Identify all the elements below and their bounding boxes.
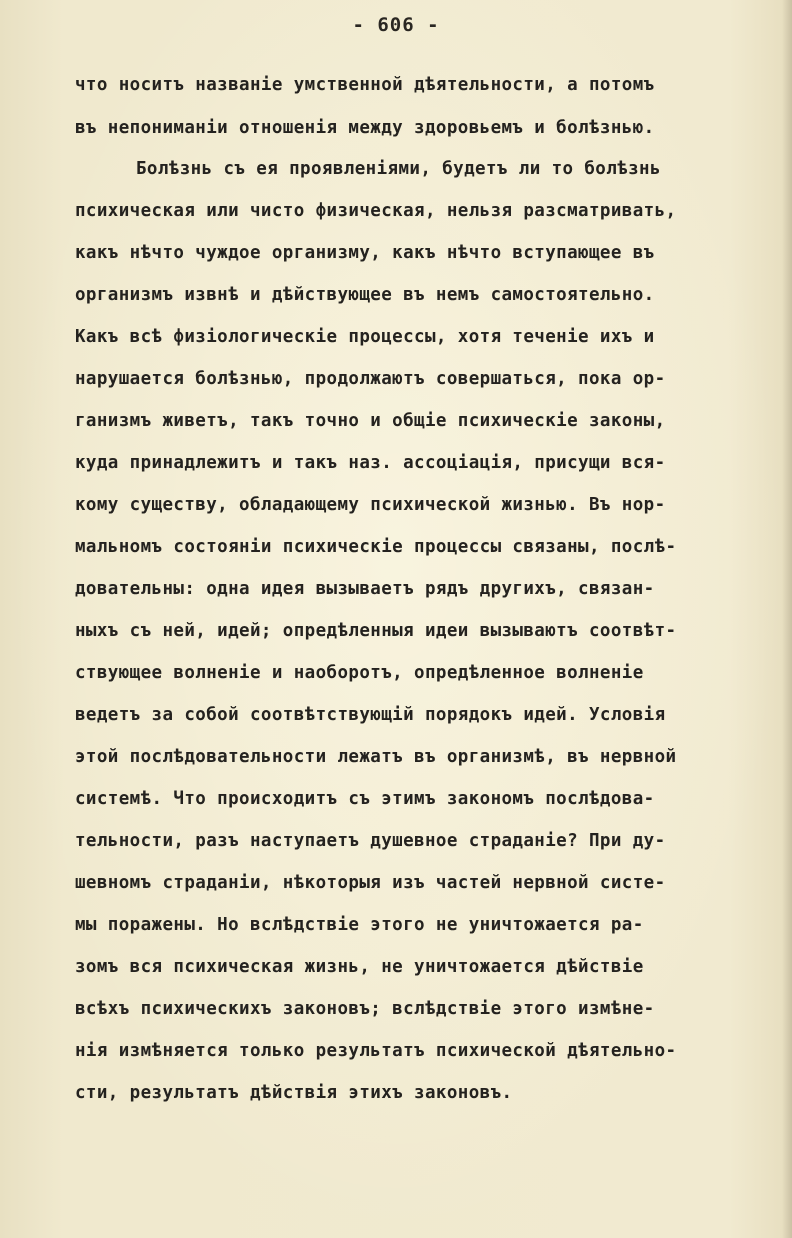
text-line: сти, результатъ дѣйствія этихъ законовъ. — [75, 1083, 513, 1103]
text-line: психическая или чисто физическая, нельзя разсматривать, — [75, 201, 677, 221]
text-line: тельности, разъ наступаетъ душевное страданіе? При ду- — [75, 831, 666, 851]
text-line: зомъ вся психическая жизнь, не уничтожается дѣйствіе — [75, 957, 644, 977]
text-line: этой послѣдовательности лежатъ въ организмѣ, въ нервной — [75, 747, 677, 767]
text-line: шевномъ страданіи, нѣкоторыя изъ частей нервной систе- — [75, 873, 666, 893]
text-line: что носитъ названіе умственной дѣятельности, а потомъ — [75, 75, 655, 95]
text-line: куда принадлежитъ и такъ наз. ассоціація, присущи вся- — [75, 453, 666, 473]
text-line: ныхъ съ ней, идей; опредѣленныя идеи вызываютъ соотвѣт- — [75, 621, 677, 641]
text-line: ганизмъ живетъ, такъ точно и общіе психическіе законы, — [75, 411, 666, 431]
text-line: нія измѣняется только результатъ психической дѣятельно- — [75, 1041, 677, 1061]
text-line: мальномъ состояніи психическіе процессы связаны, послѣ- — [75, 537, 677, 557]
text-line: Какъ всѣ физіологическіе процессы, хотя теченіе ихъ и — [75, 327, 655, 347]
text-line: въ непониманіи отношенія между здоровьемъ и болѣзнью. — [75, 118, 655, 138]
page-edge-shadow — [782, 0, 792, 1238]
text-line: нарушается болѣзнью, продолжаютъ совершаться, пока ор- — [75, 369, 666, 389]
text-line: какъ нѣчто чуждое организму, какъ нѣчто вступающее въ — [75, 243, 655, 263]
text-line: всѣхъ психическихъ законовъ; вслѣдствіе этого измѣне- — [75, 999, 655, 1019]
text-line: ствующее волненіе и наоборотъ, опредѣленное волненіе — [75, 663, 644, 683]
text-line: организмъ извнѣ и дѣйствующее въ немъ самостоятельно. — [75, 285, 655, 305]
text-line: довательны: одна идея вызываетъ рядъ другихъ, связан- — [75, 579, 655, 599]
text-line: кому существу, обладающему психической жизнью. Въ нор- — [75, 495, 666, 515]
text-line: системѣ. Что происходитъ съ этимъ закономъ послѣдова- — [75, 789, 655, 809]
text-line: мы поражены. Но вслѣдствіе этого не уничтожается ра- — [75, 915, 644, 935]
text-line: Болѣзнь съ ея проявленіями, будетъ ли то болѣзнь — [136, 159, 661, 179]
text-line: ведетъ за собой соотвѣтствующій порядокъ идей. Условія — [75, 705, 666, 725]
page-number: - 606 - — [352, 14, 440, 36]
